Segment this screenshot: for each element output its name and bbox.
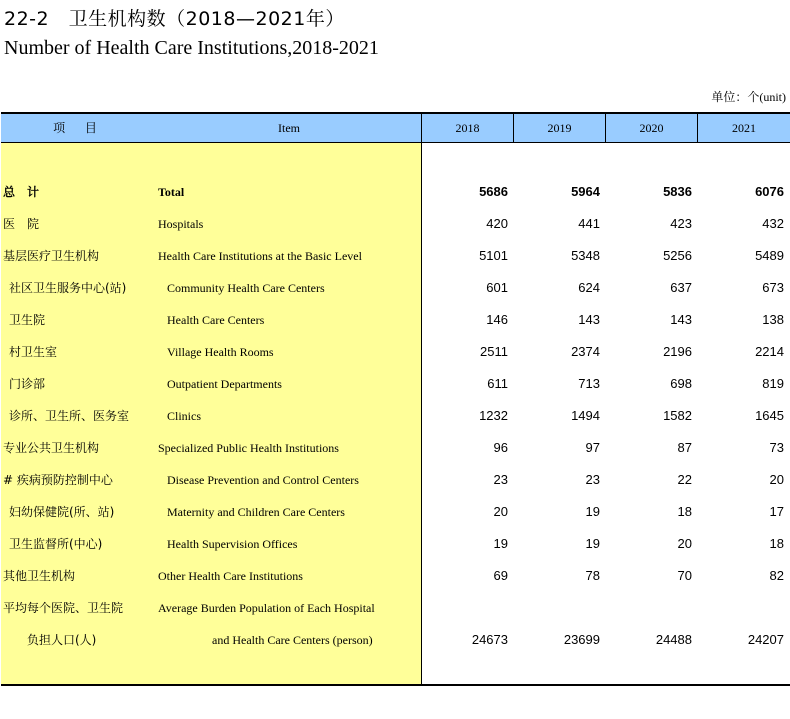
institutions-table bbox=[1, 112, 790, 686]
header-item-en: Item bbox=[157, 114, 421, 142]
header-year-2020: 2020 bbox=[605, 114, 697, 142]
cell-2018: 2511 bbox=[480, 344, 508, 359]
table-row bbox=[1, 208, 790, 240]
cell-2021: 819 bbox=[762, 376, 784, 391]
table-row bbox=[1, 432, 790, 464]
row-label-en: Community Health Care Centers bbox=[167, 281, 325, 295]
header-year-2018: 2018 bbox=[421, 114, 513, 142]
unit-label bbox=[711, 88, 786, 105]
row-label-zh: 医 院 bbox=[3, 217, 40, 231]
cell-2020 bbox=[605, 592, 692, 624]
cell-2019: 2374 bbox=[571, 344, 600, 359]
cell-2021: 1645 bbox=[755, 408, 784, 423]
table-row bbox=[1, 624, 790, 656]
table-row bbox=[1, 400, 790, 432]
cell-2018: 5686 bbox=[479, 184, 508, 199]
row-label-en: Total bbox=[158, 185, 185, 199]
row-label-en: and Health Care Centers (person) bbox=[212, 633, 373, 647]
table-row-total bbox=[1, 176, 790, 208]
row-label-en: Other Health Care Institutions bbox=[158, 569, 303, 583]
cell-2019 bbox=[513, 592, 600, 624]
header-year-2019: 2019 bbox=[513, 114, 605, 142]
row-label-en: Maternity and Children Care Centers bbox=[167, 505, 345, 519]
cell-2018: 146 bbox=[486, 312, 508, 327]
cell-2021: 20 bbox=[769, 472, 784, 487]
cell-2021: 82 bbox=[769, 568, 784, 583]
cell-2020: 5836 bbox=[663, 184, 692, 199]
cell-2018: 611 bbox=[487, 376, 508, 391]
page-title-chinese: 22-2 卫生机构数（2018—2021年） bbox=[4, 8, 345, 30]
table-row bbox=[1, 560, 790, 592]
cell-2020: 1582 bbox=[663, 408, 692, 423]
row-label-en: Hospitals bbox=[158, 217, 204, 231]
cell-2019: 78 bbox=[585, 568, 600, 583]
row-label-en: Health Care Centers bbox=[167, 313, 265, 327]
cell-2020: 20 bbox=[677, 536, 692, 551]
cell-2021: 5489 bbox=[755, 248, 784, 263]
table-row bbox=[1, 304, 790, 336]
cell-2018 bbox=[421, 592, 508, 624]
row-label-en: Health Care Institutions at the Basic Level bbox=[158, 249, 362, 263]
cell-2020: 24488 bbox=[655, 632, 692, 647]
cell-2021: 17 bbox=[769, 504, 784, 519]
row-label-en: Disease Prevention and Control Centers bbox=[167, 473, 359, 487]
row-label-zh: 村卫生室 bbox=[9, 345, 58, 359]
row-label-zh: 负担人口(人) bbox=[27, 633, 97, 647]
row-label-en: Average Burden Population of Each Hospital bbox=[158, 601, 375, 615]
cell-2018: 1232 bbox=[479, 408, 508, 423]
table-header bbox=[1, 114, 790, 143]
cell-2021: 138 bbox=[762, 312, 784, 327]
row-label-zh: 其他卫生机构 bbox=[3, 569, 76, 583]
cell-2019: 23699 bbox=[563, 632, 600, 647]
row-label-zh: 门诊部 bbox=[9, 377, 46, 391]
row-label-zh: 妇幼保健院(所、站) bbox=[9, 505, 115, 519]
row-label-zh: 专业公共卫生机构 bbox=[3, 441, 100, 455]
row-label-en: Health Supervision Offices bbox=[167, 537, 298, 551]
cell-2020: 18 bbox=[677, 504, 692, 519]
cell-2019: 5964 bbox=[571, 184, 600, 199]
cell-2020: 2196 bbox=[663, 344, 692, 359]
cell-2020: 423 bbox=[670, 216, 692, 231]
cell-2020: 5256 bbox=[663, 248, 692, 263]
page-title-english: Number of Health Care Institutions,2018-2021 bbox=[4, 37, 379, 59]
header-item-zh: 项 目 bbox=[1, 114, 157, 142]
row-label-zh: 社区卫生服务中心(站) bbox=[9, 281, 127, 295]
row-label-en: Outpatient Departments bbox=[167, 377, 282, 391]
cell-2020: 143 bbox=[670, 312, 692, 327]
cell-2019: 5348 bbox=[571, 248, 600, 263]
row-label-zh: 总 计 bbox=[3, 185, 40, 199]
table-row bbox=[1, 336, 790, 368]
cell-2019: 23 bbox=[585, 472, 600, 487]
table-row bbox=[1, 496, 790, 528]
table-row bbox=[1, 240, 790, 272]
cell-2020: 637 bbox=[670, 280, 692, 295]
cell-2020: 698 bbox=[670, 376, 692, 391]
cell-2019: 143 bbox=[578, 312, 600, 327]
table-row bbox=[1, 368, 790, 400]
cell-2019: 97 bbox=[585, 440, 600, 455]
cell-2018: 19 bbox=[493, 536, 508, 551]
unit-label-en: (unit) bbox=[759, 90, 786, 104]
cell-2021: 432 bbox=[762, 216, 784, 231]
cell-2019: 19 bbox=[585, 504, 600, 519]
cell-2018: 69 bbox=[493, 568, 508, 583]
cell-2021: 24207 bbox=[747, 632, 784, 647]
cell-2019: 441 bbox=[578, 216, 600, 231]
cell-2018: 24673 bbox=[471, 632, 508, 647]
row-label-en: Clinics bbox=[167, 409, 202, 423]
cell-2020: 22 bbox=[677, 472, 692, 487]
cell-2021 bbox=[697, 592, 784, 624]
cell-2018: 420 bbox=[486, 216, 508, 231]
cell-2019: 713 bbox=[578, 376, 600, 391]
cell-2019: 19 bbox=[585, 536, 600, 551]
cell-2018: 20 bbox=[493, 504, 508, 519]
table-row bbox=[1, 464, 790, 496]
row-label-zh: 诊所、卫生所、医务室 bbox=[9, 409, 130, 423]
row-label-en: Specialized Public Health Institutions bbox=[158, 441, 339, 455]
cell-2021: 2214 bbox=[755, 344, 784, 359]
cell-2019: 624 bbox=[578, 280, 600, 295]
cell-2018: 601 bbox=[486, 280, 508, 295]
cell-2021: 673 bbox=[762, 280, 784, 295]
row-label-zh: 卫生监督所(中心) bbox=[9, 537, 103, 551]
header-year-2021: 2021 bbox=[697, 114, 790, 142]
cell-2019: 1494 bbox=[571, 408, 600, 423]
row-label-zh: 基层医疗卫生机构 bbox=[3, 249, 100, 263]
table-row bbox=[1, 528, 790, 560]
cell-2020: 87 bbox=[677, 440, 692, 455]
cell-2021: 6076 bbox=[755, 184, 784, 199]
cell-2018: 96 bbox=[493, 440, 508, 455]
cell-2020: 70 bbox=[677, 568, 692, 583]
row-label-zh: 卫生院 bbox=[9, 313, 46, 327]
table-row bbox=[1, 592, 790, 624]
unit-label-zh: 单位：个 bbox=[711, 90, 760, 104]
cell-2018: 23 bbox=[493, 472, 508, 487]
row-label-zh: 平均每个医院、卫生院 bbox=[3, 601, 124, 615]
cell-2018: 5101 bbox=[479, 248, 508, 263]
row-label-zh: # 疾病预防控制中心 bbox=[3, 473, 113, 487]
row-label-en: Village Health Rooms bbox=[167, 345, 274, 359]
cell-2021: 18 bbox=[769, 536, 784, 551]
table-row bbox=[1, 272, 790, 304]
cell-2021: 73 bbox=[769, 440, 784, 455]
